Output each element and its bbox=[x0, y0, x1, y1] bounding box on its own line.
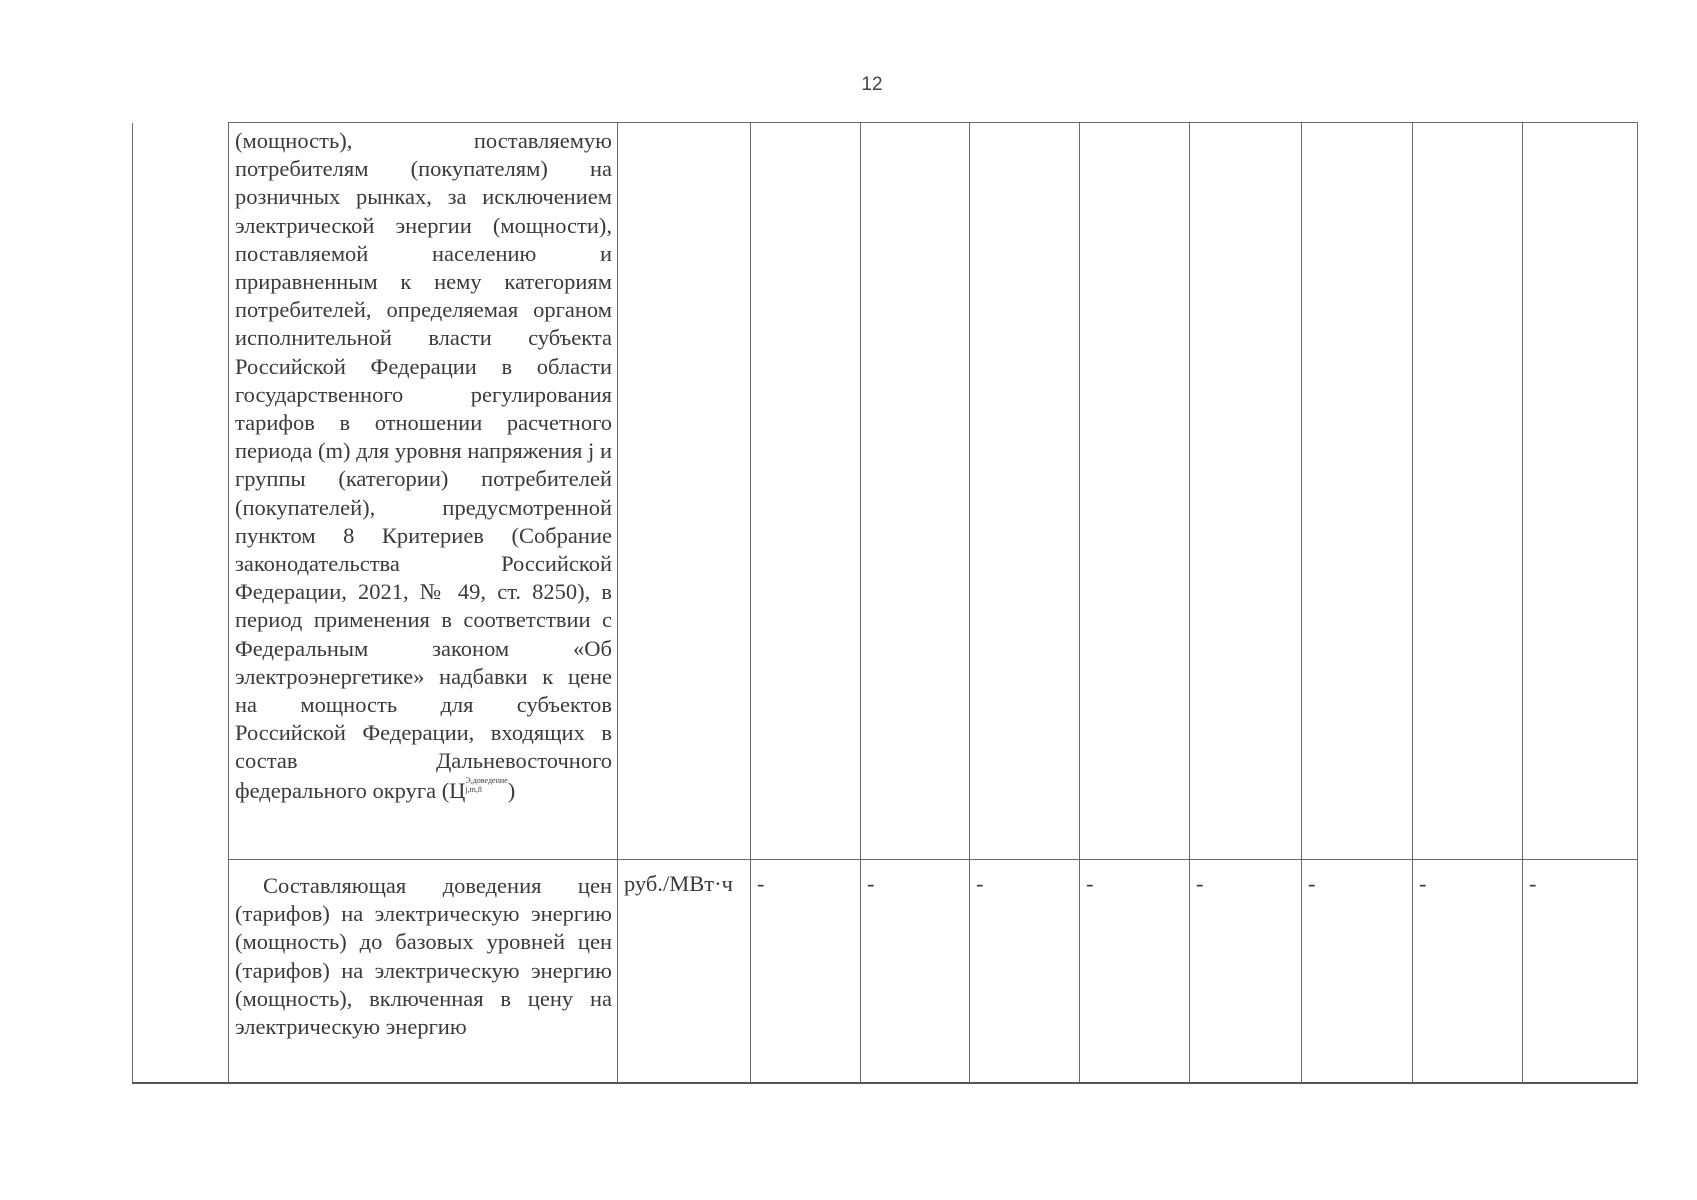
table-cell-value bbox=[1302, 123, 1413, 860]
table-cell-value bbox=[861, 123, 970, 860]
table-cell-value bbox=[1190, 123, 1302, 860]
table-cell-value bbox=[1523, 123, 1638, 860]
table-cell-value: - bbox=[861, 860, 970, 1084]
table-cell-description bbox=[229, 860, 618, 1084]
table-cell-unit bbox=[618, 123, 751, 860]
formula-subscript: j,m,8 bbox=[465, 784, 482, 794]
table-row bbox=[133, 860, 1638, 1084]
tariff-table bbox=[132, 122, 1638, 1084]
table-cell-value: - bbox=[1080, 860, 1190, 1084]
table-row bbox=[133, 123, 1638, 860]
table-cell-index bbox=[133, 123, 229, 1084]
table-cell-value: - bbox=[1302, 860, 1413, 1084]
formula-superscript: Э,доведение bbox=[465, 775, 508, 785]
table-cell-unit: руб./МВт·ч bbox=[618, 860, 751, 1084]
table-cell-value: - bbox=[1413, 860, 1523, 1084]
table-cell-value: - bbox=[1190, 860, 1302, 1084]
page-number: 12 bbox=[861, 74, 883, 95]
table-cell-value bbox=[751, 123, 861, 860]
table-cell-value bbox=[1413, 123, 1523, 860]
table-cell-value: - bbox=[1523, 860, 1638, 1084]
price-formula: (ЦЭ,доведение j,m,8 ) bbox=[441, 775, 516, 803]
table-cell-value bbox=[970, 123, 1080, 860]
table-cell-value bbox=[1080, 123, 1190, 860]
row-description: Составляющая доведения цен (тарифов) на электрическую энергию (мощность) до базовых уровней цен (тарифов) на электрическую энергию (мощность), включенная в цену на электрическую энергию bbox=[235, 873, 612, 1040]
table-cell-value: - bbox=[970, 860, 1080, 1084]
table-cell-description bbox=[229, 123, 618, 860]
row-description: (мощность), поставляемую потребителям (покупателям) на розничных рынках, за исключением электрической энергии (мощности), поставляемой населению и приравненным к нему категориям потребителей, определяемая органом исполнительной власти субъекта Российской Федерации в области государственного регулирования тарифов в отношении расчетного периода (m) для уровня напряжения j и группы (категории) потребителей (покупателей), предусмотренной пунктом 8 Критериев (Собрание законодательства Российской Федерации, 2021, № 49, ст. 8250), в период применения в соответствии с Федеральным законом «Об электроэнергетике» надбавки к цене на мощность для субъектов Российской Федерации, входящих в состав Дальневосточного федерального округа bbox=[235, 128, 612, 803]
table-cell-value: - bbox=[751, 860, 861, 1084]
